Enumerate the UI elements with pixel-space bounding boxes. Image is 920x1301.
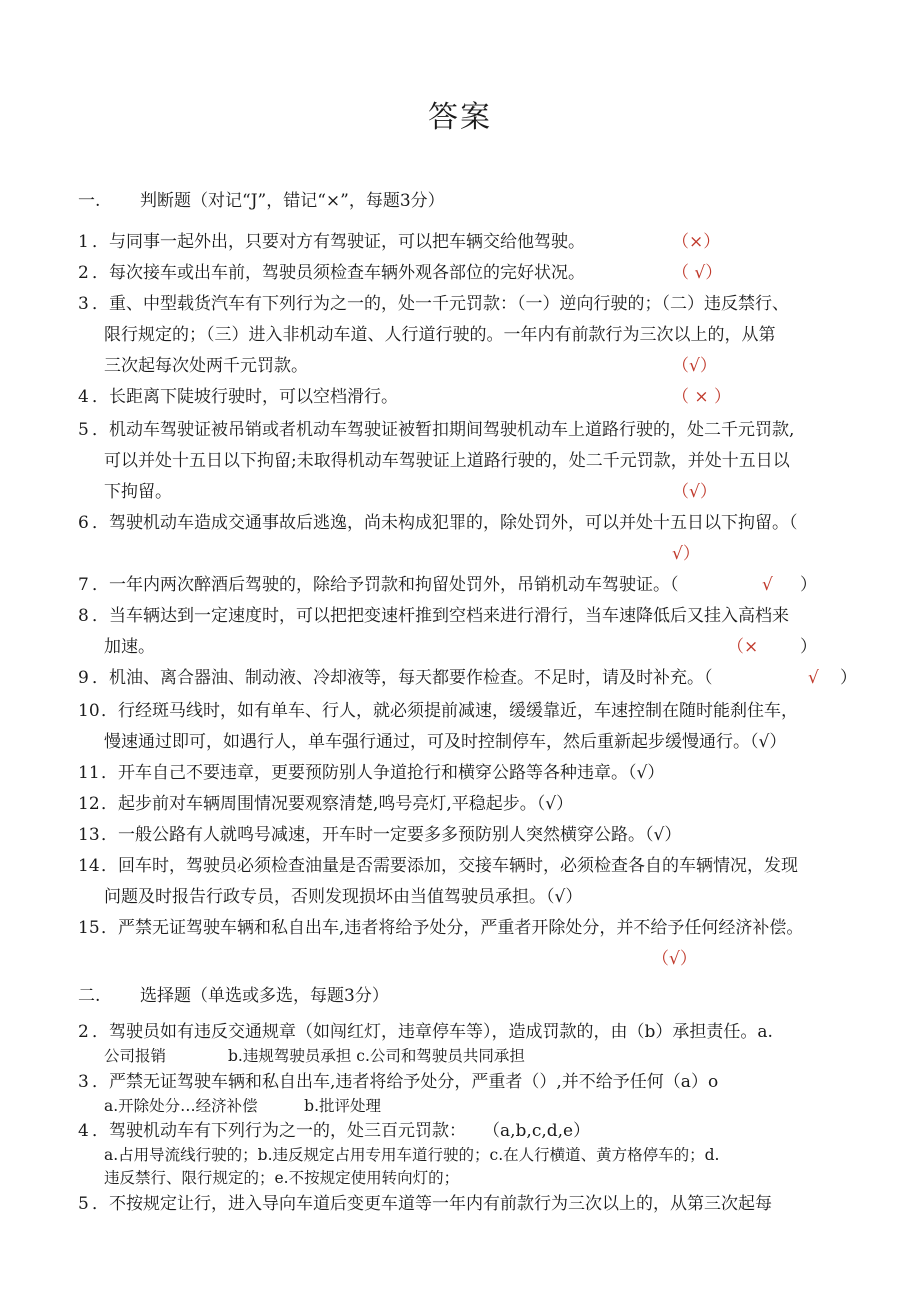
section-number: 一. (78, 191, 101, 211)
question-text: 加速。 (104, 637, 155, 657)
question-text: ．机动车驾驶证被吊销或者机动车驾驶证被暂扣期间驾驶机动车上道路行驶的，处二千元罚款, (92, 420, 795, 440)
question-number: 5 (78, 1194, 89, 1214)
answer-mark: （ √） (672, 263, 723, 283)
section-number: 二. (78, 986, 101, 1006)
question-options: a.开除处分…经济补偿 b.批评处理 (104, 1097, 382, 1115)
answer-mark: （√） (672, 356, 717, 376)
question-options: 公司报销 b.违规驾驶员承担 c.公司和驾驶员共同承担 (104, 1047, 525, 1065)
answer-mark: （√） (652, 949, 697, 969)
question-text: ．起步前对车辆周围情况要观察清楚,鸣号亮灯,平稳起步。（√） (101, 794, 574, 814)
question-text: 慢速通过即可，如遇行人，单车强行通过，可及时控制停车，然后重新起步缓慢通行。（√） (104, 732, 787, 752)
question-number: 10 (78, 701, 100, 721)
question-number: 8 (78, 606, 89, 626)
section-heading: 判断题（对记“J”，错记“×”，每题3分） (140, 191, 445, 211)
question-text: ．驾驶员如有违反交通规章（如闯红灯，违章停车等），造成罚款的，由（b）承担责任。a. (92, 1022, 773, 1042)
question-options: a.占用导流线行驶的；b.违反规定占用专用车道行驶的；c.在人行横道、黄方格停车的；d. (104, 1146, 720, 1164)
question-number: 11 (78, 763, 100, 783)
question-text: ．不按规定让行，进入导向车道后变更车道等一年内有前款行为三次以上的，从第三次起每 (92, 1194, 772, 1214)
question-text: 限行规定的；（三）进入非机动车道、人行道行驶的。一年内有前款行为三次以上的，从第 (104, 325, 776, 345)
question-number: 2 (78, 1022, 89, 1042)
question-text: 问题及时报告行政专员，否则发现损坏由当值驾驶员承担。（√） (104, 887, 583, 907)
answer-mark: （×） (672, 232, 721, 252)
question-text: ．当车辆达到一定速度时，可以把把变速杆推到空档来进行滑行，当车速降低后又挂入高档来 (92, 606, 789, 626)
question-text: 下拘留。 (104, 482, 172, 502)
question-number: 4 (78, 387, 89, 407)
question-number: 12 (78, 794, 100, 814)
question-text: ．行经斑马线时，如有单车、行人，就必须提前减速，缓缓靠近，车速控制在随时能刹住车， (101, 701, 798, 721)
question-number: 6 (78, 513, 89, 533)
answer-bracket: ） (800, 637, 817, 657)
answer-mark: （× (727, 637, 759, 657)
answer-mark: √ (808, 668, 819, 688)
question-text: ．一年内两次醉酒后驾驶的，除给予罚款和拘留处罚外，吊销机动车驾驶证。（ (92, 575, 679, 595)
question-text: ．开车自己不要违章，更要预防别人争道抢行和横穿公路等各种违章。（√） (101, 763, 665, 783)
question-number: 7 (78, 575, 89, 595)
question-text: ．每次接车或出车前，驾驶员须检查车辆外观各部位的完好状况。 (92, 263, 585, 283)
answer-bracket: ） (840, 668, 857, 688)
answer-mark: （√） (672, 482, 717, 502)
question-text: 可以并处十五日以下拘留;未取得机动车驾驶证上道路行驶的，处二千元罚款，并处十五日以 (104, 451, 790, 471)
question-number: 3 (78, 1072, 89, 1092)
question-number: 1 (78, 232, 89, 252)
question-number: 15 (78, 918, 100, 938)
question-text: ．长距离下陡坡行驶时，可以空档滑行。 (92, 387, 398, 407)
question-number: 2 (78, 263, 89, 283)
question-text: ．驾驶机动车造成交通事故后逃逸，尚未构成犯罪的，除处罚外，可以并处十五日以下拘留。（ (92, 513, 798, 533)
section-heading: 选择题（单选或多选，每题3分） (140, 986, 389, 1006)
answer-mark: √ (762, 575, 773, 595)
question-text: ．严禁无证驾驶车辆和私自出车,违者将给予处分，严重者（）,并不给予任何（a）o (92, 1072, 719, 1092)
question-number: 5 (78, 420, 89, 440)
question-number: 13 (78, 825, 100, 845)
question-text: ．一般公路有人就鸣号减速，开车时一定要多多预防别人突然横穿公路。（√） (101, 825, 682, 845)
question-text: ．驾驶机动车有下列行为之一的，处三百元罚款： （a,b,c,d,e） (92, 1121, 591, 1141)
question-text: ．机油、离合器油、制动液、冷却液等，每天都要作检查。不足时，请及时补充。（ (92, 668, 713, 688)
question-text: 三次起每次处两千元罚款。 (104, 356, 308, 376)
question-text: ．严禁无证驾驶车辆和私自出车,违者将给予处分，严重者开除处分，并不给予任何经济补偿。 (101, 918, 804, 938)
question-text: ．重、中型载货汽车有下列行为之一的，处一千元罚款：（一）逆向行驶的；（二）违反禁行、 (92, 294, 789, 314)
question-number: 14 (78, 856, 100, 876)
question-number: 4 (78, 1121, 89, 1141)
question-number: 9 (78, 668, 89, 688)
answer-mark: √） (672, 544, 700, 564)
question-options: 违反禁行、限行规定的；e.不按规定使用转向灯的； (104, 1169, 460, 1187)
question-text: ．回车时，驾驶员必须检查油量是否需要添加，交接车辆时，必须检查各自的车辆情况，发现 (101, 856, 798, 876)
answer-bracket: ） (800, 575, 817, 595)
question-number: 3 (78, 294, 89, 314)
page-title: 答案 (428, 100, 492, 135)
question-text: ．与同事一起外出，只要对方有驾驶证，可以把车辆交给他驾驶。 (92, 232, 585, 252)
answer-mark: （ × ） (672, 387, 732, 407)
